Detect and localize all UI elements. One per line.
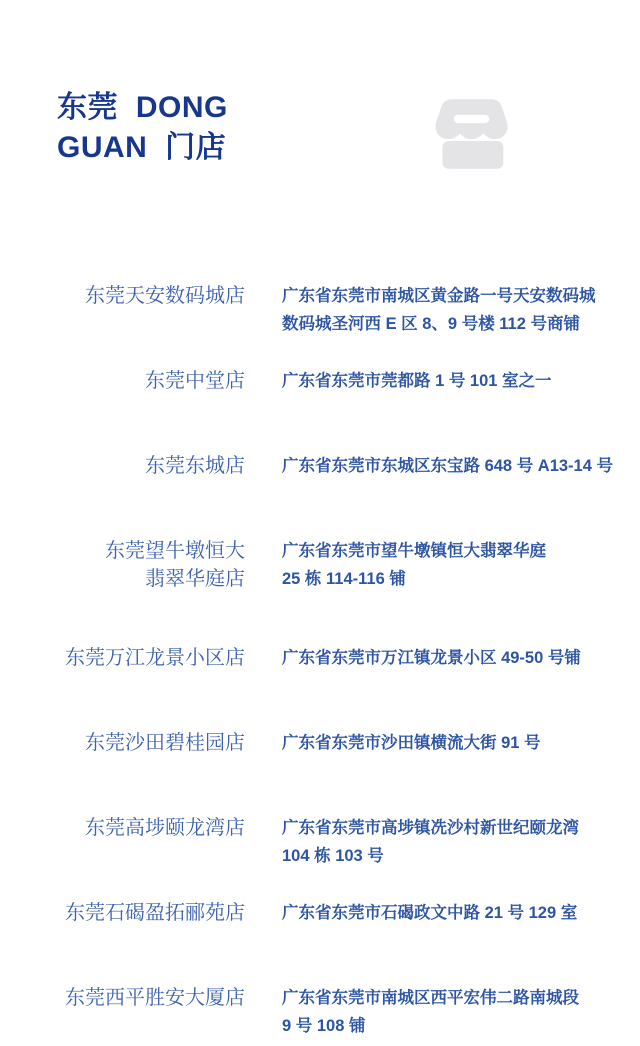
store-address-line: 广东省东莞市南城区黄金路一号天安数码城 bbox=[282, 287, 596, 305]
store-name bbox=[40, 644, 245, 672]
storefront-icon bbox=[430, 94, 514, 174]
store-address bbox=[282, 729, 541, 757]
store-list bbox=[40, 282, 613, 1046]
store-name bbox=[40, 814, 245, 842]
store-address bbox=[282, 899, 577, 927]
store-address-line: 广东省东莞市东城区东宝路 648 号 A13-14 号 bbox=[282, 457, 613, 475]
store-name-line: 东莞石碣盈拓郦苑店 bbox=[65, 902, 245, 924]
store-list-item bbox=[40, 899, 605, 984]
store-address-line: 广东省东莞市望牛墩镇恒大翡翠华庭 bbox=[282, 542, 546, 560]
store-list-item bbox=[40, 282, 605, 367]
store-list-item bbox=[40, 452, 613, 537]
store-address-line: 广东省东莞市高埗镇冼沙村新世纪颐龙湾 bbox=[282, 819, 579, 837]
store-name bbox=[40, 984, 245, 1012]
store-address-line: 广东省东莞市万江镇龙景小区 49-50 号铺 bbox=[282, 649, 581, 667]
store-name bbox=[40, 537, 245, 593]
store-address-line: 25 栋 114-116 铺 bbox=[282, 570, 406, 588]
store-address-line: 数码城圣河西 E 区 8、9 号楼 112 号商铺 bbox=[282, 315, 580, 333]
store-name-line: 东莞沙田碧桂园店 bbox=[85, 732, 245, 754]
store-name-line: 东莞万江龙景小区店 bbox=[65, 647, 245, 669]
store-address-line: 广东省东莞市石碣政文中路 21 号 129 室 bbox=[282, 904, 578, 922]
store-address-line: 广东省东莞市莞都路 1 号 101 室之一 bbox=[282, 372, 552, 390]
store-address bbox=[282, 644, 581, 672]
store-name-line: 东莞高埗颐龙湾店 bbox=[85, 817, 245, 839]
store-address-line: 9 号 108 铺 bbox=[282, 1017, 366, 1035]
store-list-item bbox=[40, 814, 605, 899]
store-address bbox=[282, 367, 552, 395]
store-list-item bbox=[40, 644, 605, 729]
store-list-item bbox=[40, 537, 605, 644]
store-address bbox=[282, 452, 613, 480]
store-address bbox=[282, 282, 596, 338]
page-title-line1: 东莞 DONG bbox=[57, 91, 228, 124]
store-address bbox=[282, 537, 546, 593]
store-name bbox=[40, 899, 245, 927]
page-title-line2: GUAN 门店 bbox=[57, 131, 227, 164]
store-address bbox=[282, 814, 579, 870]
store-name-line: 东莞中堂店 bbox=[145, 370, 245, 392]
store-name-line: 翡翠华庭店 bbox=[145, 568, 245, 590]
store-address bbox=[282, 984, 579, 1040]
store-list-item bbox=[40, 984, 605, 1046]
store-name-line: 东莞东城店 bbox=[145, 455, 245, 477]
store-address-line: 广东省东莞市沙田镇横流大街 91 号 bbox=[282, 734, 541, 752]
store-name bbox=[40, 282, 245, 310]
store-address-line: 广东省东莞市南城区西平宏伟二路南城段 bbox=[282, 989, 579, 1007]
store-list-item bbox=[40, 729, 605, 814]
store-name-line: 东莞西平胜安大厦店 bbox=[65, 987, 245, 1009]
store-name-line: 东莞天安数码城店 bbox=[85, 285, 245, 307]
store-name bbox=[40, 367, 245, 395]
store-name-line: 东莞望牛墩恒大 bbox=[105, 540, 245, 562]
page-title bbox=[57, 88, 228, 168]
store-name bbox=[40, 729, 245, 757]
store-name bbox=[40, 452, 245, 480]
store-list-item bbox=[40, 367, 605, 452]
store-address-line: 104 栋 103 号 bbox=[282, 847, 384, 865]
